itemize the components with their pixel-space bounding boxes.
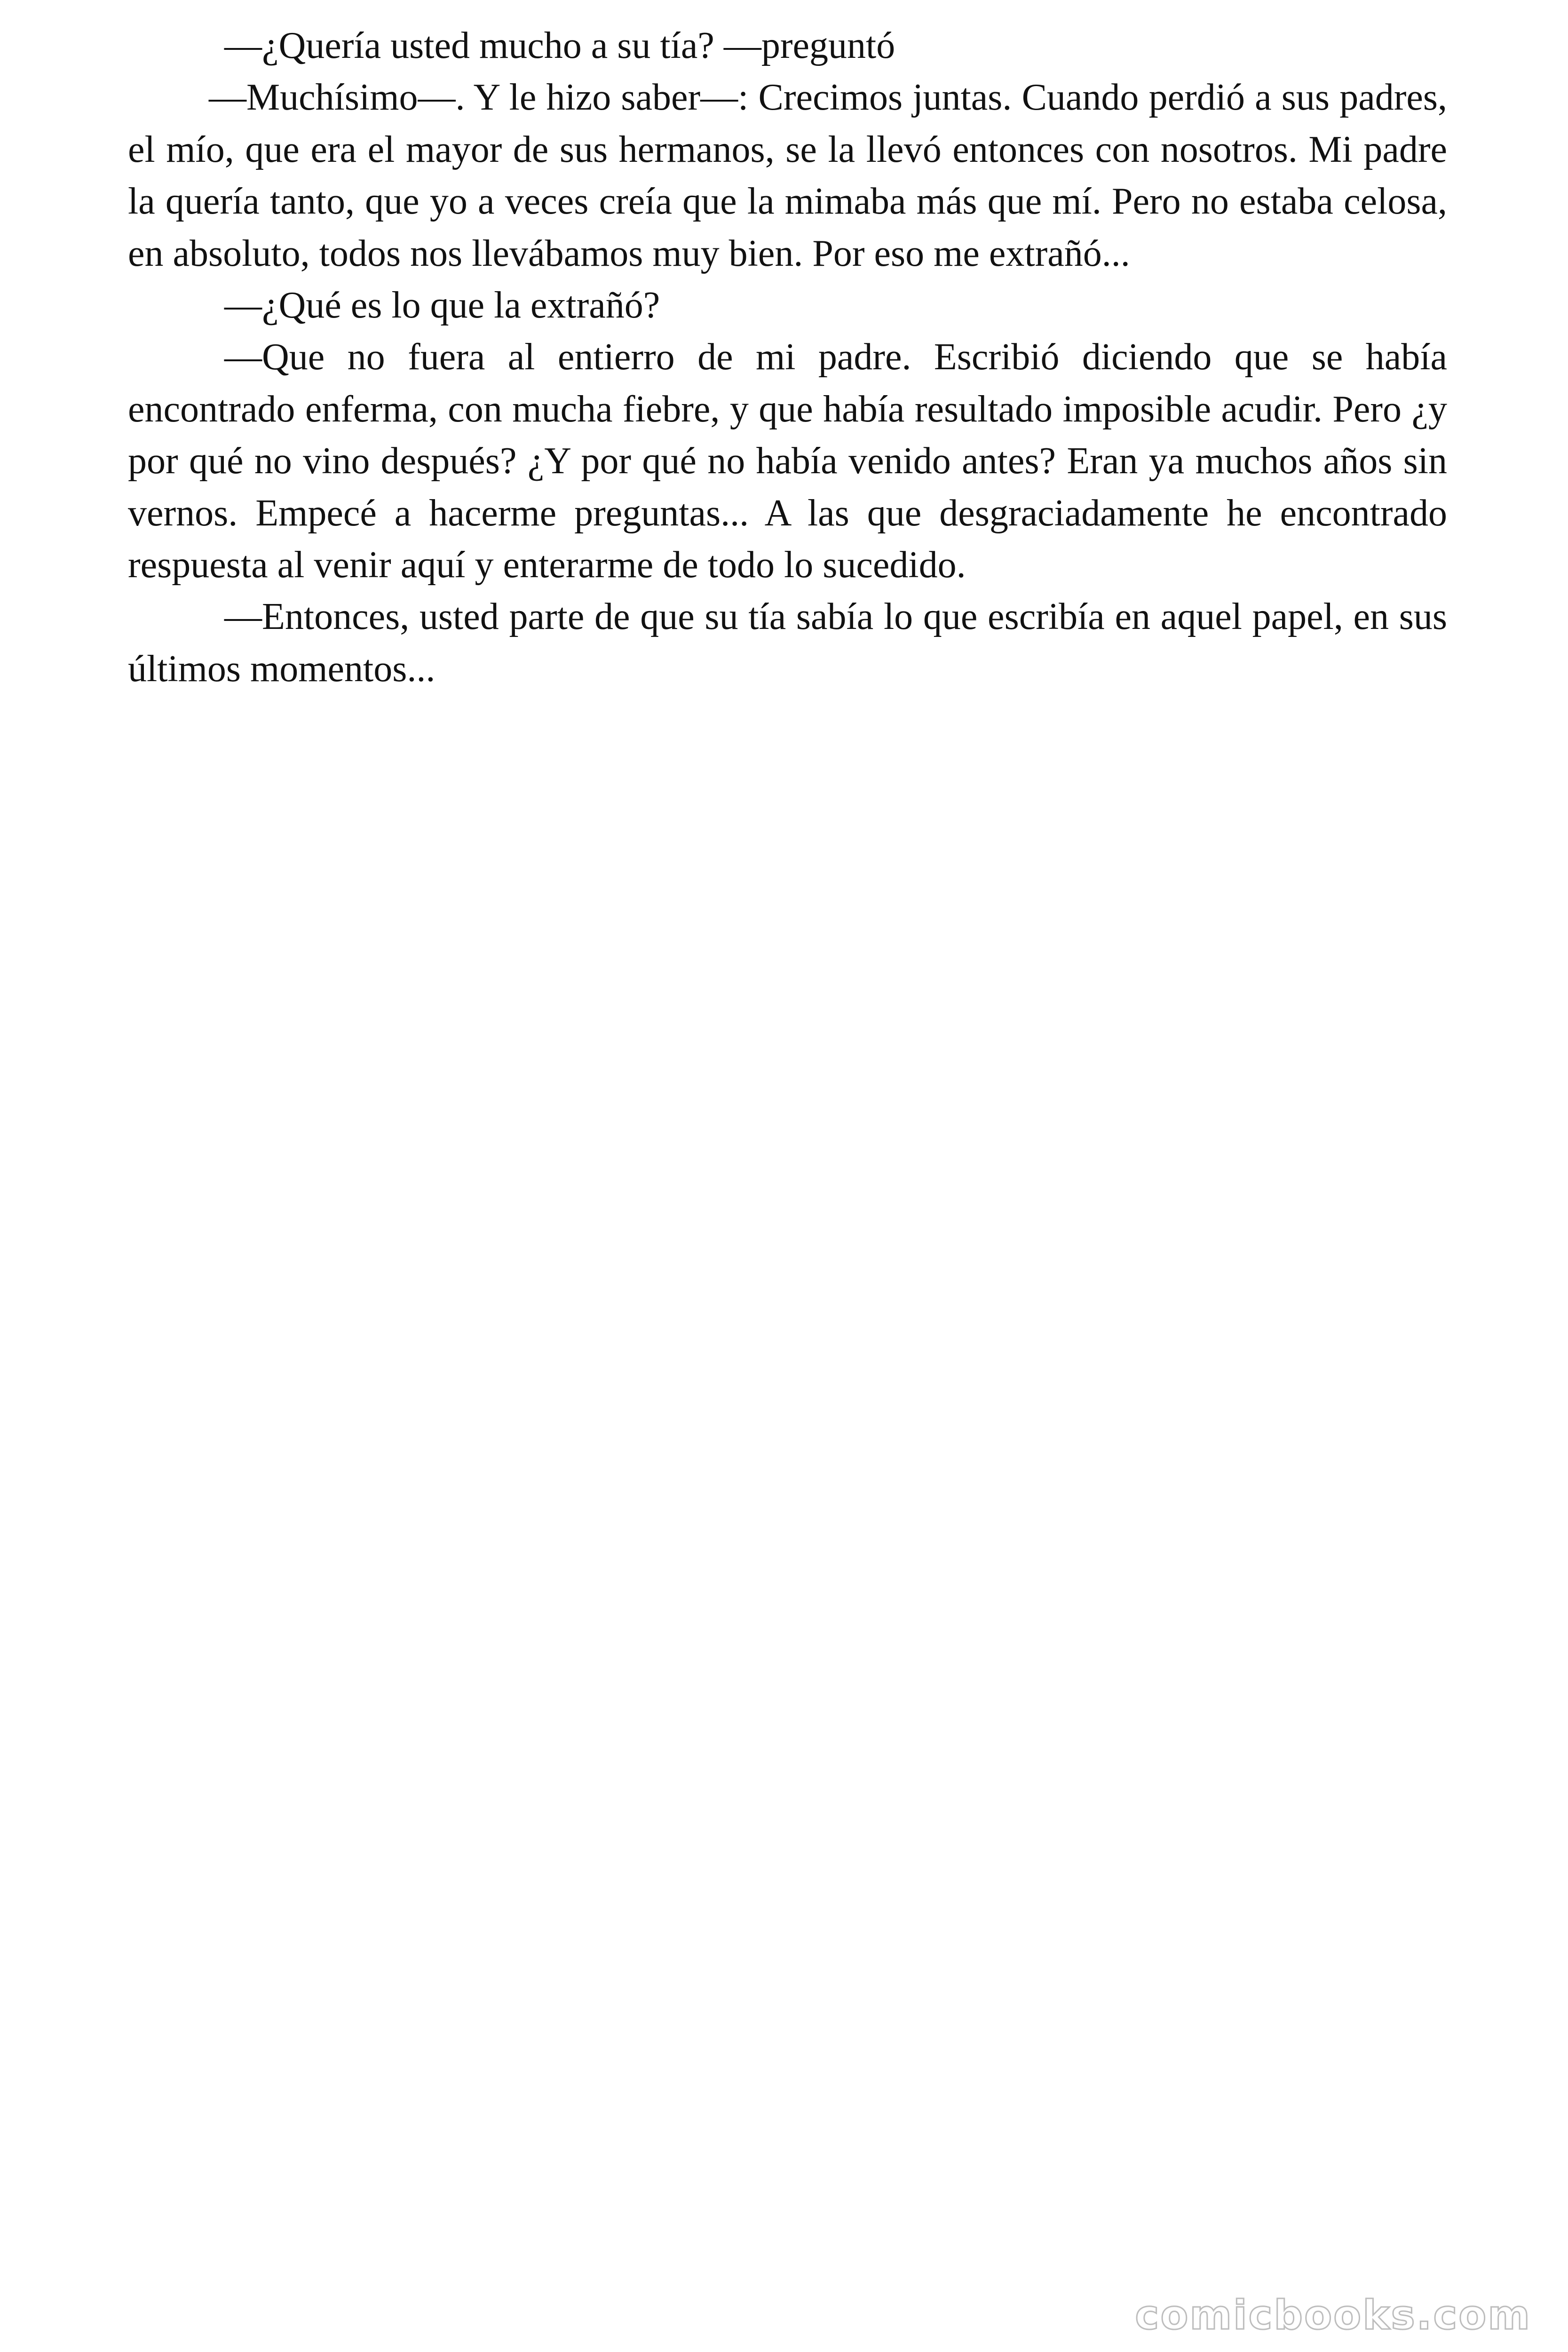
paragraph-entonces: —Entonces, usted parte de que su tía sabía lo que escribía en aquel papel, en sus últimos momentos...: [128, 596, 1447, 690]
paragraph-entierro: —Que no fuera al entierro de mi padre. Escribió diciendo que se había encontrado enferma, con mucha fiebre, y que había resultado imposible acudir. Pero ¿y por qué no vino después? ¿Y por qué no había venido antes? Eran ya muchos años sin vernos. Empecé a hacerme preguntas... A las que desgraciadamente he encontrado respuesta al venir aquí y enterarme de todo lo sucedido.: [128, 336, 1447, 586]
paragraph-que-extrano: —¿Qué es lo que la extrañó?: [224, 285, 660, 326]
watermark-logo: comicbooks.com: [1135, 2292, 1531, 2339]
book-page: [128, 20, 1447, 695]
paragraph-muchisimo: —Muchísimo—. Y le hizo saber—: Crecimos juntas. Cuando perdió a sus padres, el mío, que era el mayor de sus hermanos, se la llevó entonces con nosotros. Mi padre la quería tanto, que yo a veces creía que la mimaba más que mí. Pero no estaba celosa, en absoluto, todos nos llevábamos muy bien. Por eso me extrañó...: [128, 77, 1447, 274]
paragraph-question-aunt: —¿Quería usted mucho a su tía? —preguntó: [224, 25, 895, 66]
